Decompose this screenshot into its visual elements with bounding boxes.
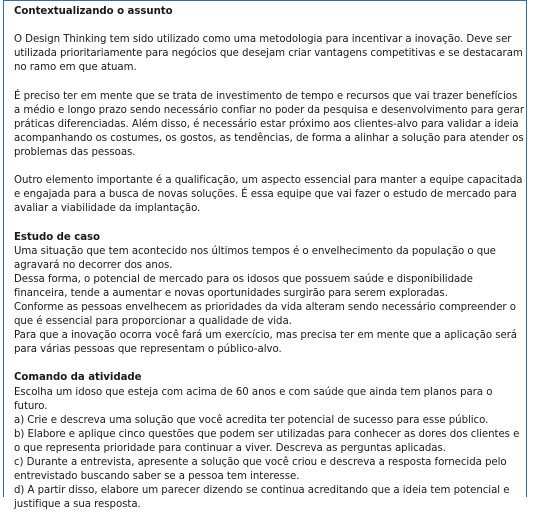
context-title: Contextualizando o assunto: [14, 6, 173, 17]
context-paragraph-3: Outro elemento importante é a qualificação, um aspecto essencial para manter a equipe capacitada e engajada para a busca de novas soluções. É essa equipe que vai fazer o estudo de mercado para avaliar a viabilidade da implantação.: [14, 175, 523, 215]
activity-line-intro: Escolha um idoso que esteja com acima de 60 anos e com saúde que ainda tem planos para o futuro.: [14, 386, 493, 412]
case-study-line-3: Conforme as pessoas envelhecem as prioridades da vida alteram sendo necessário compreender o que é essencial para proporcionar a qualidade de vida.: [14, 301, 516, 328]
activity-item-c: c) Durante a entrevista, apresente a solução que você criou e descreva a resposta fornecida pelo entrevistado buscando saber se a pessoa tem interesse.: [14, 457, 507, 483]
spacer: [14, 19, 524, 33]
context-paragraph-1: O Design Thinking tem sido utilizado como uma metodologia para incentivar a inovação. Deve ser utilizada prioritariamente para negócios que desejam criar vantagens competitivas e se destacaram no ramo em que atuam.: [14, 34, 523, 74]
activity-item-b: b) Elabore e aplique cinco questões que podem ser utilizadas para conhecer as dores dos clientes e o que representa prioridade para continuar a viver. Descreva as perguntas aplicadas.: [14, 428, 520, 454]
case-study-title: Estudo de caso: [14, 231, 101, 243]
activity-item-a: a) Crie e descreva uma solução que você acredita ter potencial de sucesso para esse público.: [14, 414, 489, 426]
activity-title: Comando da atividade: [14, 372, 142, 384]
document-panel: [3, 0, 527, 511]
case-study-line-4: Para que a inovação ocorra você fará um exercício, mas precisa ter em mente que a aplicação será para várias pessoas que representam o público-alvo.: [14, 330, 518, 356]
spacer: [14, 357, 524, 371]
spacer: [14, 75, 524, 89]
activity-item-d: d) A partir disso, elabore um parecer dizendo se continua acreditando que a ideia tem potencial e justifique a sua resposta.: [14, 485, 510, 511]
case-study-line-2: Dessa forma, o potencial de mercado para os idosos que possuem saúde e disponibilidade financeira, tende a aumentar e novas oportunidades surgirão para serem exploradas.: [14, 273, 473, 299]
case-study-line-1: Uma situação que tem acontecido nos últimos tempos é o envelhecimento da população o que agravará no decorrer dos anos.: [14, 245, 496, 271]
document-content: [14, 5, 524, 512]
spacer: [14, 160, 524, 174]
context-paragraph-2: É preciso ter em mente que se trata de investimento de tempo e recursos que vai trazer benefícios a médio e longo prazo sendo necessário confiar no poder da pesquisa e desenvolvimento para gerar práticas diferenciadas. Além disso, é necessário estar próximo aos clientes-alvo para validar a ideia acompanhando os costumes, os gostos, as tendências, de forma a alinhar a solução para atender os problemas das pessoas.: [14, 90, 525, 158]
spacer: [14, 216, 524, 230]
